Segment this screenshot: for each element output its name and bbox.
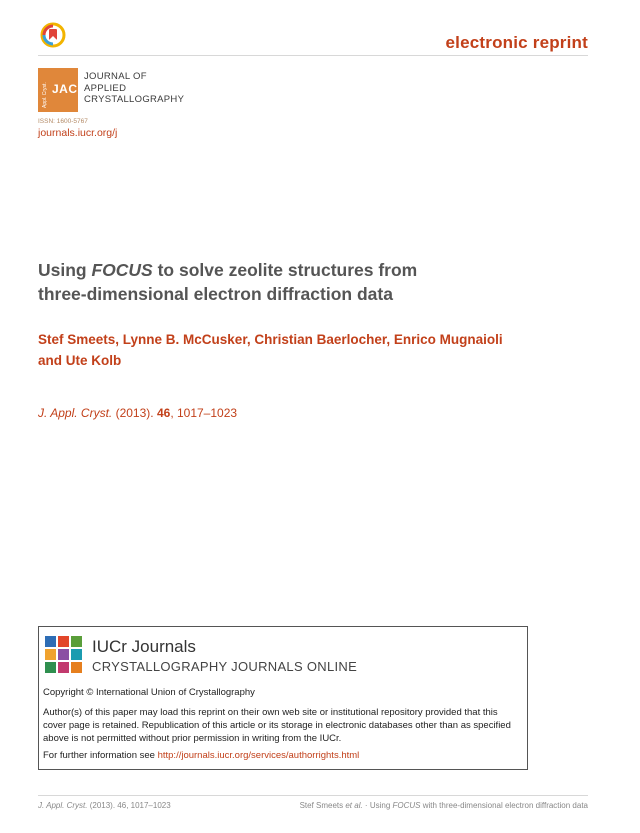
author-rights-link[interactable]: http://journals.iucr.org/services/authorrights.html	[157, 750, 360, 761]
iucr-logo-square	[58, 662, 69, 673]
journal-url-link[interactable]: journals.iucr.org/j	[38, 127, 118, 139]
electronic-reprint-badge: electronic reprint	[445, 33, 588, 52]
iucr-journals-title: IUCr Journals	[92, 637, 196, 656]
iucr-logo-square	[71, 636, 82, 647]
footer-divider	[38, 795, 588, 796]
issn: ISSN: 1600-5767	[38, 118, 88, 125]
further-prefix: For further information see	[43, 750, 158, 761]
article-title	[38, 258, 558, 306]
title-prefix: Using	[38, 260, 92, 280]
iucr-logo-icon	[45, 636, 83, 674]
citation-pages: , 1017–1023	[170, 406, 238, 420]
svg-text:Appl. Cryst.: Appl. Cryst.	[42, 82, 48, 108]
journal-name-line: JOURNAL OF	[84, 71, 147, 82]
authors-line: and Ute Kolb	[38, 353, 122, 368]
footer-journal: J. Appl. Cryst.	[38, 801, 88, 810]
crossmark-icon[interactable]	[40, 22, 66, 48]
iucr-logo-square	[45, 636, 56, 647]
reprint-notice: Author(s) of this paper may load this reprint on their own web site or institutional repository provided that this cover page is retained. Republication of this article or its storage in electronic databases other than as specified above is not permitted without prior permission in writing from the IUCr.	[43, 707, 511, 744]
title-italic: FOCUS	[91, 260, 153, 280]
footer-authors: Stef Smeets	[299, 801, 346, 810]
title-rest: to solve zeolite structures from	[152, 260, 418, 280]
footer-citation-rest: (2013). 46, 1017–1023	[87, 801, 171, 810]
footer-tail: with three-dimensional electron diffraction data	[420, 801, 588, 810]
citation-year: (2013).	[112, 406, 157, 420]
iucr-logo-square	[58, 649, 69, 660]
author-list	[38, 329, 558, 371]
copyright-label: Copyright	[43, 687, 84, 698]
authors-line: Stef Smeets, Lynne B. McCusker, Christian Baerlocher, Enrico Mugnaioli	[38, 332, 503, 347]
iucr-logo-square	[71, 662, 82, 673]
iucr-logo-square	[58, 636, 69, 647]
footer-focus: FOCUS	[392, 801, 421, 810]
iucr-logo-square	[45, 649, 56, 660]
iucr-subtitle: CRYSTALLOGRAPHY JOURNALS ONLINE	[92, 659, 358, 674]
footer-running-title	[300, 801, 588, 810]
journal-name-line: CRYSTALLOGRAPHY	[84, 94, 185, 105]
copyright-icon: ©	[86, 687, 94, 698]
footer-citation	[38, 801, 171, 810]
header-divider	[38, 55, 588, 56]
footer-mid: · Using	[362, 801, 393, 810]
copyright-holder: International Union of Crystallography	[95, 687, 255, 698]
iucr-logo-square	[45, 662, 56, 673]
journal-logo-side-text	[40, 70, 48, 110]
further-info	[43, 750, 359, 761]
citation-journal: J. Appl. Cryst.	[38, 406, 113, 420]
journal-logo-letters: JAC	[52, 82, 78, 96]
citation[interactable]	[38, 406, 237, 420]
footer-etal: et al.	[345, 801, 363, 810]
copyright-line	[43, 687, 255, 698]
title-line2: three-dimensional electron diffraction data	[38, 284, 393, 304]
iucr-logo-square	[71, 649, 82, 660]
journal-name	[84, 71, 184, 106]
journal-name-line: APPLIED	[84, 82, 127, 94]
citation-volume: 46	[156, 406, 171, 420]
